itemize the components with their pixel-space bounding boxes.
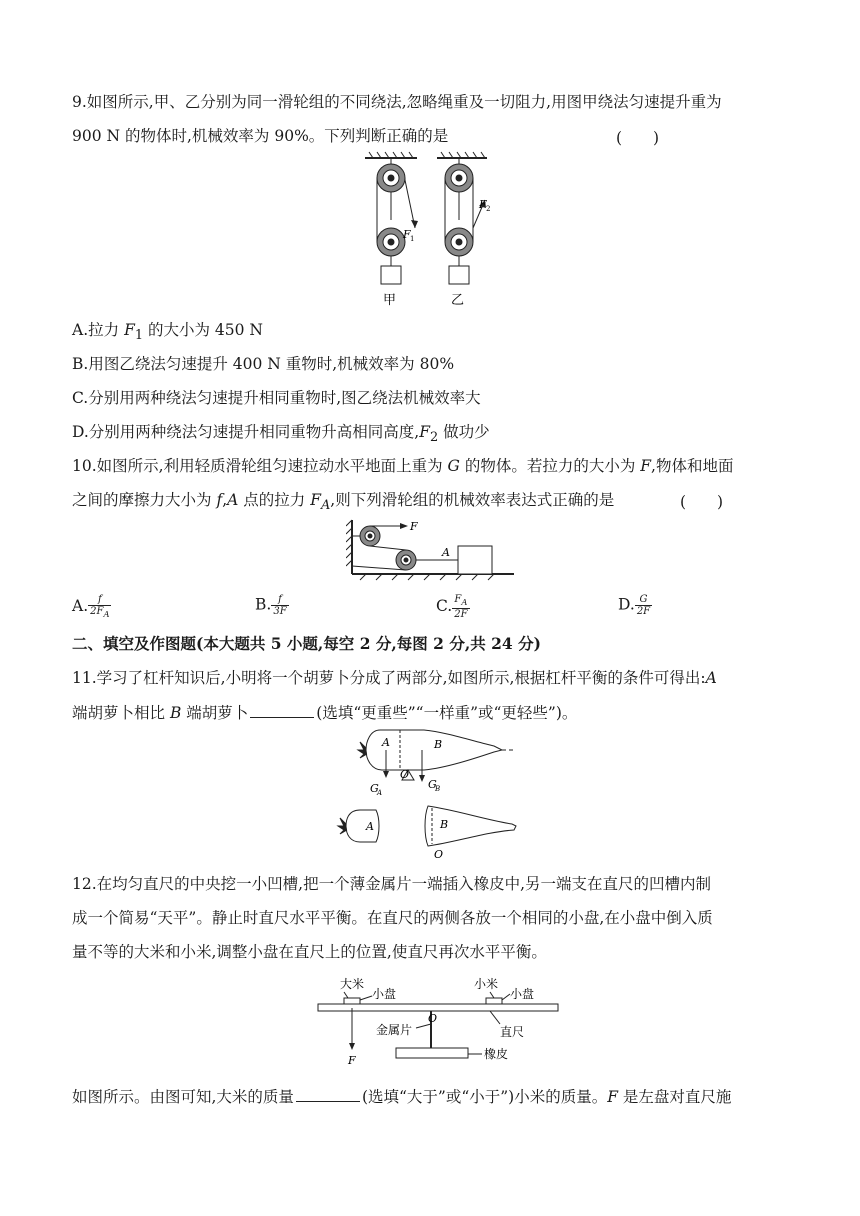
q11-fig-B: B <box>434 738 443 751</box>
q11-fig-GA: G <box>370 782 379 795</box>
q12-stem-line1: 12.在均匀直尺的中央挖一小凹槽,把一个薄金属片一端插入橡皮中,另一端支在直尺的凹槽内制 <box>72 875 712 893</box>
q9-stem-line1: 9.如图所示,甲、乙分别为同一滑轮组的不同绕法,忽略绳重及一切阻力,用图甲绕法匀速提升重为 <box>72 93 722 111</box>
q11-fig-GB-sub: B <box>435 785 441 793</box>
q10-fig-F: F <box>410 520 418 533</box>
q9-stem-line2: 900 N 的物体时,机械效率为 90%。下列判断正确的是 <box>72 127 449 145</box>
q12-fig-F: F <box>348 1054 356 1067</box>
q10-option-b: B. $\frac{f}{3F}$ <box>255 594 287 617</box>
q12-stem-line4: 如图所示。由图可知,大米的质量 (选填“大于”或“小于”)小米的质量。F 是左盘对直尺施 <box>72 1088 732 1106</box>
q11-fig-GA-sub: A <box>377 789 383 797</box>
q10-option-c: C. $\frac{F_A}{2F}$ <box>436 594 468 620</box>
q11-fig-A: A <box>382 736 390 749</box>
q12-fig-eraser: 橡皮 <box>484 1047 509 1061</box>
q10-fig-A: A <box>442 546 450 559</box>
q10-pulley-figure <box>346 516 518 582</box>
q10-option-d: D. $\frac{G}{2F}$ <box>618 594 651 617</box>
q12-fig-ruler: 直尺 <box>500 1025 525 1039</box>
q9-fig-F2-sub: 2 <box>486 205 491 213</box>
q11-answer-blank[interactable] <box>250 702 314 718</box>
q11-fig2-B: B <box>440 818 449 831</box>
q11-fig-O: O <box>400 768 410 781</box>
q11-fig-GB: G <box>428 778 437 791</box>
q10-stem-line2: 之间的摩擦力大小为 f,A 点的拉力 $F_A$,则下列滑轮组的机械效率表达式正确的是 <box>72 491 615 514</box>
q9-fig-F2: F <box>479 198 487 211</box>
q12-fig-plate-left: 小盘 <box>372 987 397 1001</box>
q10-stem-line1: 10.如图所示,利用轻质滑轮组匀速拉动水平地面上重为 G 的物体。若拉力的大小为 F,物体和地面 <box>72 457 734 475</box>
q9-pulley-figure <box>355 150 515 310</box>
q9-option-b: B.用图乙绕法匀速提升 400 N 重物时,机械效率为 80% <box>72 355 455 373</box>
q9-fig-label-yi: 乙 <box>451 293 465 308</box>
q12-stem-line3: 量不等的大米和小米,调整小盘在直尺上的位置,使直尺再次水平平衡。 <box>72 943 547 961</box>
section2-heading: 二、填空及作图题(本大题共 5 小题,每空 2 分,每图 2 分,共 24 分) <box>72 634 541 653</box>
q9-fig-label-jia: 甲 <box>383 293 397 308</box>
q12-balance-figure <box>314 972 564 1068</box>
q9-option-d: D.分别用两种绕法匀速提升相同重物升高相同高度$,F_2$ 做功少 <box>72 423 490 446</box>
q12-fig-plate-right: 小盘 <box>510 987 535 1001</box>
q11-carrot-figure <box>336 724 526 860</box>
q12-fig-rice: 大米 <box>340 977 365 991</box>
q9-fig-F1-sub: 1 <box>410 235 415 243</box>
q11-stem-line2: 端胡萝卜相比 B 端胡萝卜 (选填“更重些”“一样重”或“更轻些”)。 <box>72 704 578 722</box>
q11-fig2-A: A <box>366 820 374 833</box>
q12-fig-millet: 小米 <box>474 977 499 991</box>
q12-answer-blank[interactable] <box>296 1086 360 1102</box>
q9-answer-paren: ( ) <box>616 129 660 147</box>
q12-fig-metal: 金属片 <box>376 1023 413 1037</box>
q11-stem-line1: 11.学习了杠杆知识后,小明将一个胡萝卜分成了两部分,如图所示,根据杠杆平衡的条件可得出:A <box>72 669 717 687</box>
q10-answer-paren: ( ) <box>680 493 724 511</box>
q9-fig-F1: F <box>403 228 411 241</box>
q10-option-a: A. $\frac{f}{2F_A}$ <box>72 594 110 619</box>
q9-option-a: A.拉力 $F_1$ 的大小为 450 N <box>72 321 263 344</box>
q12-fig-O: O <box>428 1012 438 1025</box>
q9-option-c: C.分别用两种绕法匀速提升相同重物时,图乙绕法机械效率大 <box>72 389 481 407</box>
q11-fig2-O: O <box>434 848 444 860</box>
q12-stem-line2: 成一个简易“天平”。静止时直尺水平平衡。在直尺的两侧各放一个相同的小盘,在小盘中倒入质 <box>72 909 713 927</box>
